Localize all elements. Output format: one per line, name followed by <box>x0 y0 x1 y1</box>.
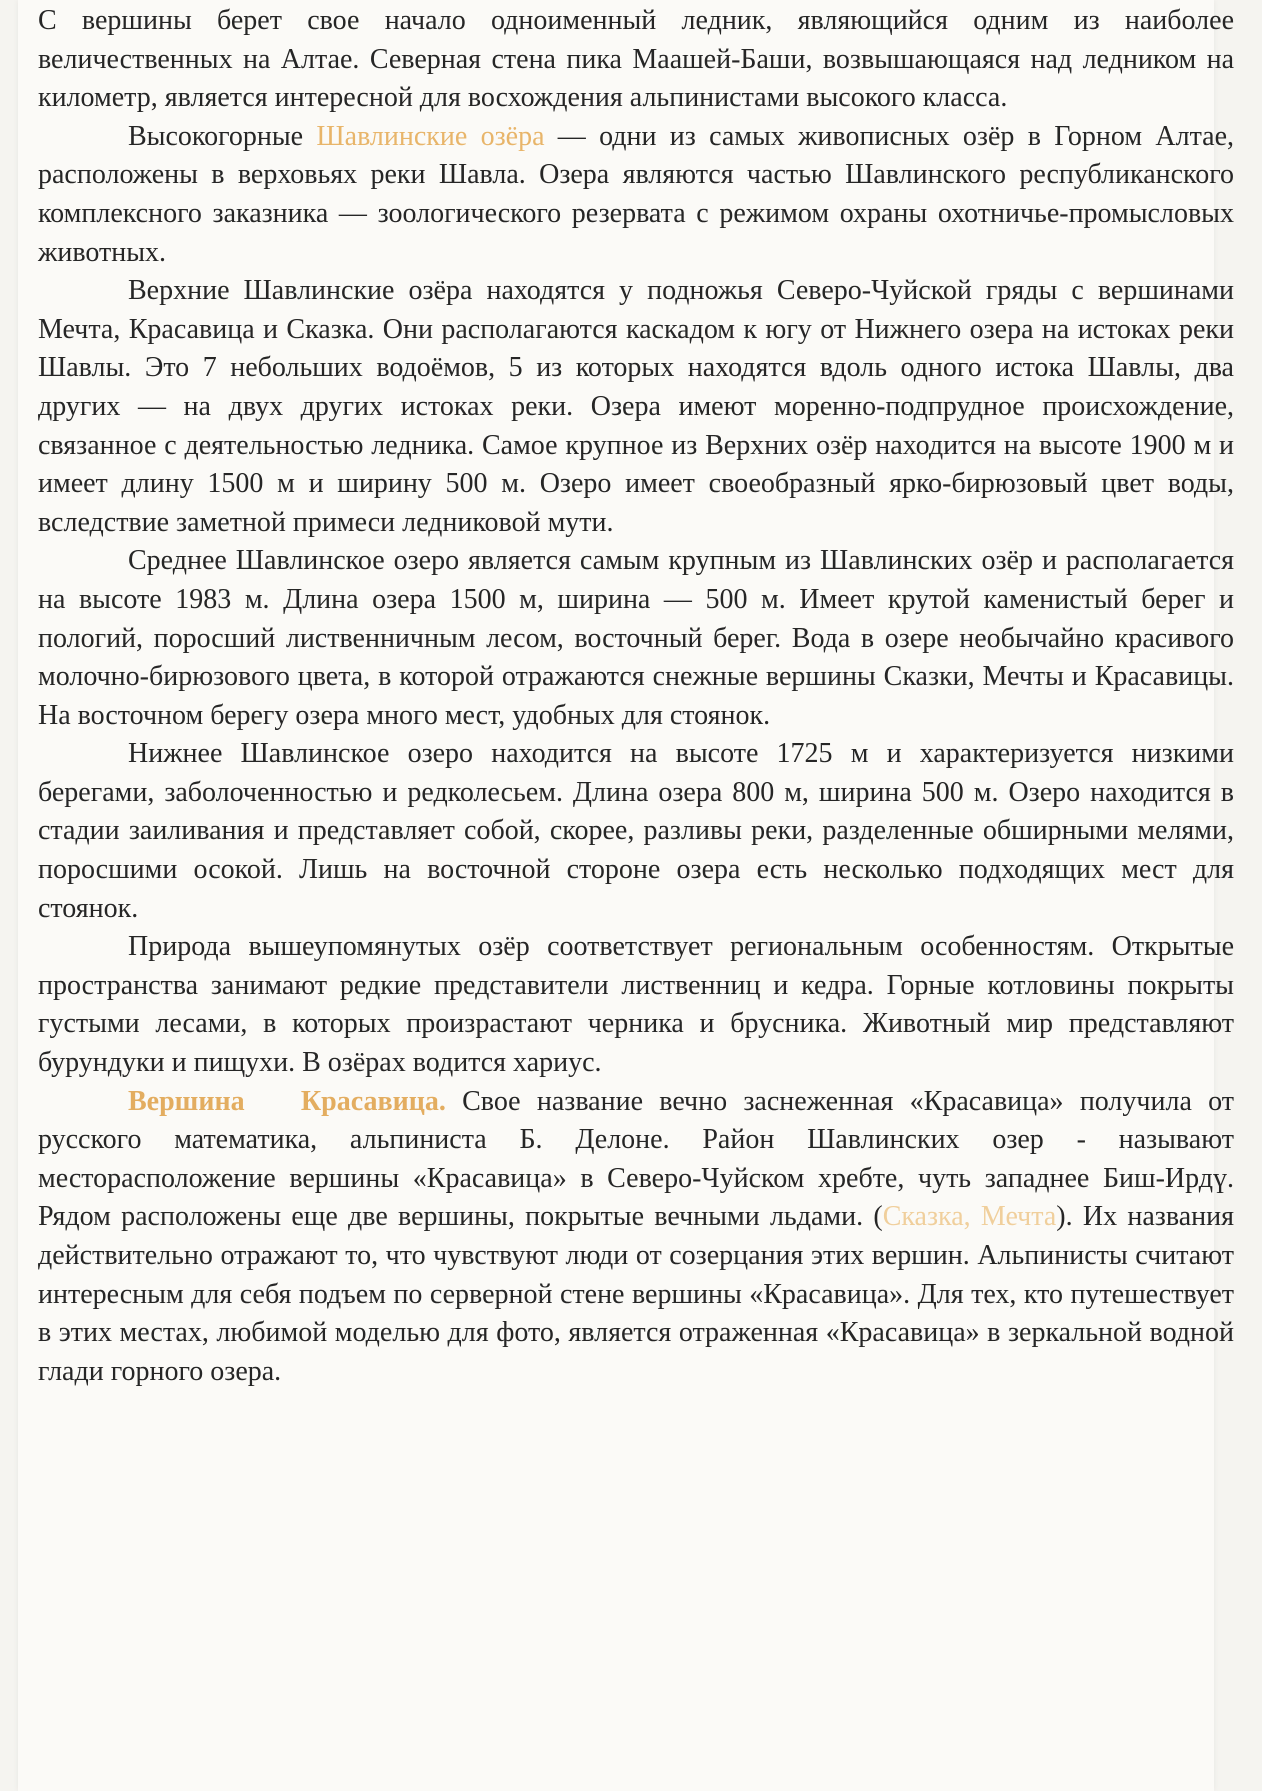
paragraph-upper-lakes: Верхние Шавлинские озёра находятся у подножья Северо-Чуйской гряды с вершинами Мечта, Красавица и Сказка. Они располагаются каскадом к югу от Нижнего озера на истоках реки Шавлы. Это 7 небольших водоёмов, 5 из которых находятся вдоль одного истока Шавлы, два других — на двух других истоках реки. Озера имеют моренно-подпрудное происхождение, связанное с деятельностью ледника. Самое крупное из Верхних озёр находится на высоте 1900 м и имеет длину 1500 м и ширину 500 м. Озеро имеет своеобразный ярко-бирюзовый цвет воды, вследствие заметной примеси ледниковой мути. <box>38 275 1234 538</box>
shavla-lakes-link[interactable]: Шавлинские озёра <box>316 120 545 152</box>
paragraph-shavla-lakes <box>38 118 1234 272</box>
paragraph-lead: Высокогорные <box>128 120 317 152</box>
paragraph-body: Свое название вечно заснеженная «Красавица» получила от русского математика, альпиниста Б. Делоне. Район Шавлинских озер - называют месторасположение вершины «Красавица» в Северо-Чуйском хребте, чуть западнее Биш-Ирдү. Рядом расположены еще две вершины, покрытые вечными льдами. ( <box>38 1085 1234 1233</box>
paragraph-krasavitsa <box>38 1083 1234 1392</box>
paragraph-nature: Природа вышеупомянутых озёр соответствует региональным особенностям. Открытые пространства занимают редкие представители лиственниц и кедра. Горные котловины покрыты густыми лесами, в которых произрастают черника и брусника. Животный мир представляют бурундуки и пищухи. В озёрах водится хариус. <box>38 931 1234 1079</box>
paragraph-lower-lake: Нижнее Шавлинское озеро находится на высоте 1725 м и характеризуется низкими берегами, заболоченностью и редколесьем. Длина озера 800 м, ширина 500 м. Озеро находится в стадии заиливания и представляет собой, скорее, разливы реки, разделенные обширными мелями, поросшими осокой. Лишь на восточной стороне озера есть несколько подходящих мест для стоянок. <box>38 738 1234 924</box>
peaks-skazka-mechta-link[interactable]: Сказка, Мечта <box>882 1201 1057 1233</box>
paragraph-glacier: С вершины берет свое начало одноименный ледник, являющийся одним из наиболее величественных на Алтае. Северная стена пика Маашей-Баши, возвышающаяся над ледником на километр, является интересной для восхождения альпинистами высокого класса. <box>38 5 1234 114</box>
paragraph-body: — одни из самых живописных озёр в Горном Алтае, расположены в верховьях реки Шавла. Озера являются частью Шавлинского республиканского комплексного заказника — зоологического резервата с режимом охраны охотничье-промысловых животных. <box>38 120 1234 268</box>
paragraph-ending: ). Их названия действительно отражают то, что чувствуют люди от созерцания этих вершин. Альпинисты считают интересным для себя подъем по серверной стене вершины «Красавица». Для тех, кто путешествует в этих местах, любимой моделью для фото, является отраженная «Красавица» в зеркальной водной глади горного озера. <box>38 1201 1234 1387</box>
krasavitsa-peak-link[interactable]: Вершина Красавица. <box>128 1085 446 1117</box>
document-page <box>18 0 1234 1791</box>
article-text <box>38 2 1234 1391</box>
paragraph-middle-lake: Среднее Шавлинское озеро является самым крупным из Шавлинских озёр и располагается на высоте 1983 м. Длина озера 1500 м, ширина — 500 м. Имеет крутой каменистый берег и пологий, поросший лиственничным лесом, восточный берег. Вода в озере необычайно красивого молочно-бирюзового цвета, в которой отражаются снежные вершины Сказки, Мечты и Красавицы. На восточном берегу озера много мест, удобных для стоянок. <box>38 545 1234 731</box>
